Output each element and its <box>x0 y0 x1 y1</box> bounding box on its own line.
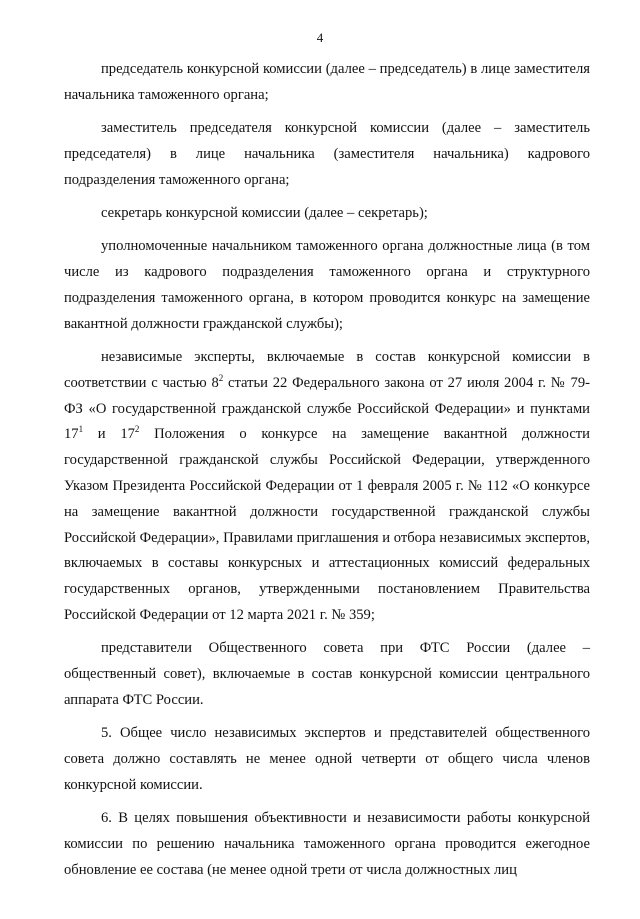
page-number: 4 <box>316 30 324 45</box>
paragraph-item-6: 6. В целях повышения объективности и независимости работы конкурсной комиссии по решению начальника таможенного органа проводится ежегодное обновление ее состава (не менее одной трети от числа должностных лиц <box>64 810 590 878</box>
superscript-1: 1 <box>78 424 84 435</box>
experts-text-part-3: и 17 <box>83 426 135 443</box>
experts-text-part-2: статьи 22 Федерального закона от 27 июля 2004 г. № 79-ФЗ «О государственной гражданской службе Российской Федерации» и пунктами 17 <box>64 374 590 443</box>
superscript-2b: 2 <box>134 424 140 435</box>
paragraph-secretary: секретарь конкурсной комиссии (далее – секретарь); <box>101 204 428 221</box>
paragraph-independent-experts <box>64 345 590 629</box>
superscript-2: 2 <box>218 372 224 383</box>
document-body <box>64 57 590 891</box>
paragraph-chairman: председатель конкурсной комиссии (далее – председатель) в лице заместителя начальника таможенного органа; <box>64 61 590 103</box>
paragraph-authorized-officials: уполномоченные начальником таможенного органа должностные лица (в том числе из кадрового подразделения таможенного органа и структурного подразделения таможенного органа, в котором проводится конкурс на замещение вакантной должности гражданской службы); <box>64 238 590 332</box>
experts-text-part-1: независимые эксперты, включаемые в состав конкурсной комиссии в соответствии с частью 8 <box>64 348 590 391</box>
paragraph-item-5: 5. Общее число независимых экспертов и представителей общественного совета должно составлять не менее одной четверти от общего числа членов конкурсной комиссии. <box>64 725 590 793</box>
paragraph-public-council: представители Общественного совета при ФТС России (далее – общественный совет), включаемые в состав конкурсной комиссии центрального аппарата ФТС России. <box>64 640 590 708</box>
paragraph-deputy-chairman: заместитель председателя конкурсной комиссии (далее – заместитель председателя) в лице начальника (заместителя начальника) кадрового подразделения таможенного органа; <box>64 120 590 188</box>
experts-text-part-4: Положения о конкурсе на замещение вакантной должности государственной гражданской службы Российской Федерации, утвержденного Указом Президента Российской Федерации от 1 февраля 2005 г. № 112 «О конкурсе на замещение вакантной должности государственной гражданской службы Российской Федерации», Правилами приглашения и отбора независимых экспертов, включаемых в составы конкурсных и аттестационных комиссий федеральных государственных органов, утвержденными постановлением Правительства Российской Федерации от 12 марта 2021 г. № 359; <box>64 426 590 623</box>
